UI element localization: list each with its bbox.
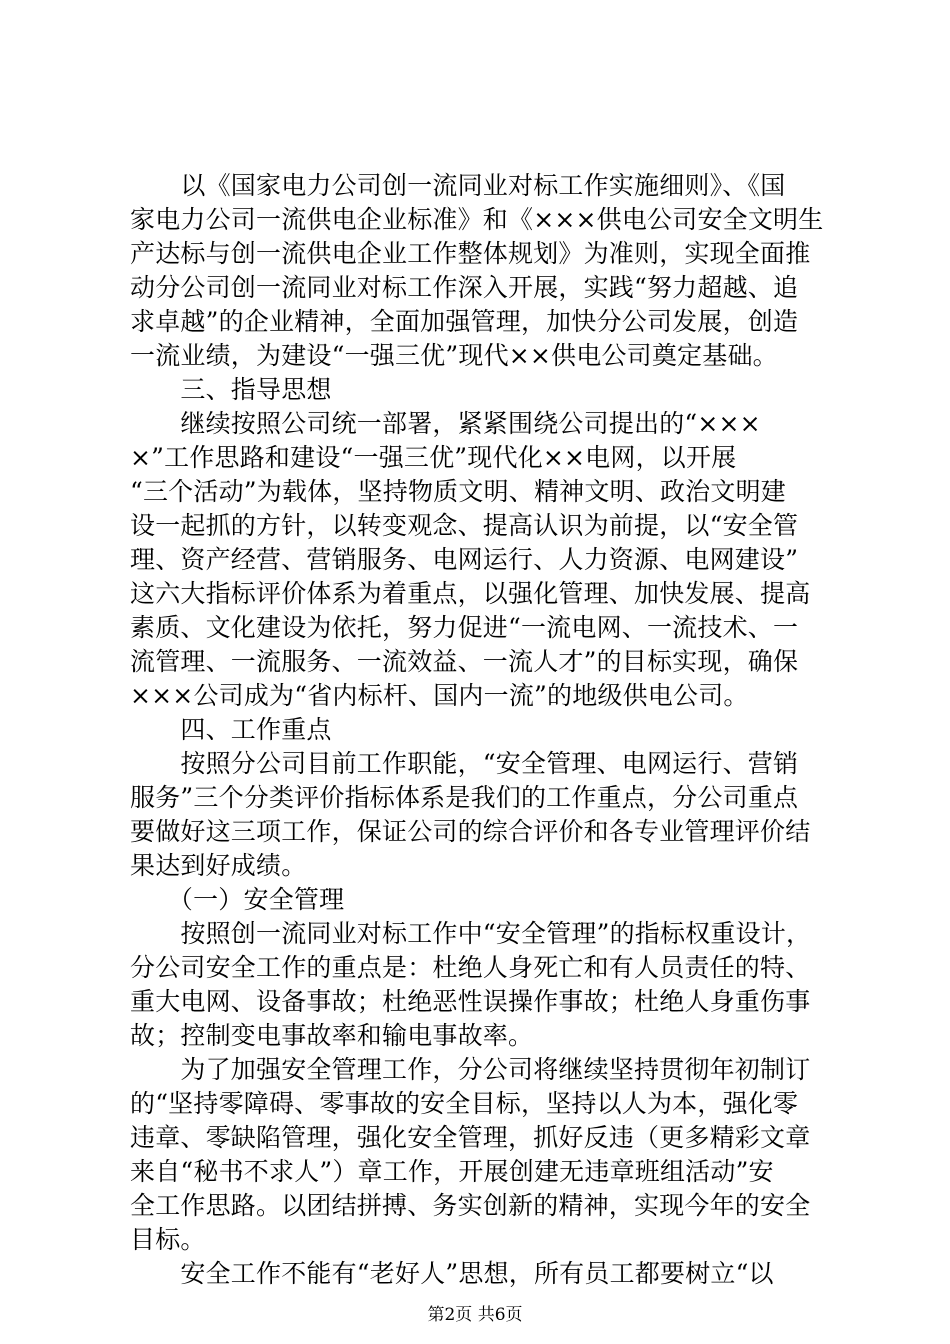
text-line: 重大电网、设备事故；杜绝恶性误操作事故；杜绝人身重伤事 [130, 987, 811, 1016]
text-line: 这六大指标评价体系为着重点，以强化管理、加快发展、提高 [130, 579, 811, 608]
text-line: 家电力公司一流供电企业标准》和《×××供电公司安全文明生 [130, 205, 824, 234]
section-heading-guiding-thought: 三、指导思想 [130, 375, 332, 404]
text-line: 目标。 [130, 1225, 206, 1254]
text-line: 产达标与创一流供电企业工作整体规划》为准则，实现全面推 [130, 239, 811, 268]
text-line: 全工作思路。以团结拼搏、务实创新的精神，实现今年的安全 [130, 1191, 811, 1220]
text-line: 分公司安全工作的重点是：杜绝人身死亡和有人员责任的特、 [130, 953, 811, 982]
text-line: “三个活动”为载体，坚持物质文明、精神文明、政治文明建 [130, 477, 786, 506]
text-line: 为了加强安全管理工作，分公司将继续坚持贯彻年初制订 [130, 1055, 811, 1084]
subsection-heading-safety-management: （一）安全管理 [130, 885, 345, 914]
text-line: 素质、文化建设为依托，努力促进“一流电网、一流技术、一 [130, 613, 799, 642]
text-line: 服务”三个分类评价指标体系是我们的工作重点，分公司重点 [130, 783, 799, 812]
page-footer-page-number: 第2页 共6页 [427, 1305, 523, 1325]
section-heading-work-focus: 四、工作重点 [130, 715, 332, 744]
text-line: 违章、零缺陷管理，强化安全管理，抓好反违（更多精彩文章 [130, 1123, 811, 1152]
text-line: 动分公司创一流同业对标工作深入开展，实践“努力超越、追 [130, 273, 799, 302]
text-line: 继续按照公司统一部署，紧紧围绕公司提出的“××× [130, 409, 761, 438]
text-line: 按照分公司目前工作职能，“安全管理、电网运行、营销 [130, 749, 799, 778]
text-line: 流管理、一流服务、一流效益、一流人才”的目标实现，确保 [130, 647, 799, 676]
text-line: 理、资产经营、营销服务、电网运行、人力资源、电网建设” [130, 545, 799, 574]
text-line: 故；控制变电事故率和输电事故率。 [130, 1021, 534, 1050]
text-line: 要做好这三项工作，保证公司的综合评价和各专业管理评价结 [130, 817, 811, 846]
text-line: ×”工作思路和建设“一强三优”现代化××电网，以开展 [130, 443, 737, 472]
text-line: 果达到好成绩。 [130, 851, 307, 880]
text-line: 的“坚持零障碍、零事故的安全目标，坚持以人为本，强化零 [130, 1089, 799, 1118]
text-line: 一流业绩，为建设“一强三优”现代××供电公司奠定基础。 [130, 341, 778, 370]
text-line: 来自“秘书不求人”）章工作，开展创建无违章班组活动”安 [130, 1157, 774, 1186]
text-line: 以《国家电力公司创一流同业对标工作实施细则》、《国 [130, 171, 786, 200]
text-line: ×××公司成为“省内标杆、国内一流”的地级供电公司。 [130, 681, 749, 710]
text-line: 安全工作不能有“老好人”思想，所有员工都要树立“以 [130, 1259, 774, 1288]
text-line: 求卓越”的企业精神，全面加强管理，加快分公司发展，创造 [130, 307, 799, 336]
text-line: 按照创一流同业对标工作中“安全管理”的指标权重设计， [130, 919, 812, 948]
text-line: 设一起抓的方针，以转变观念、提高认识为前提，以“安全管 [130, 511, 799, 540]
